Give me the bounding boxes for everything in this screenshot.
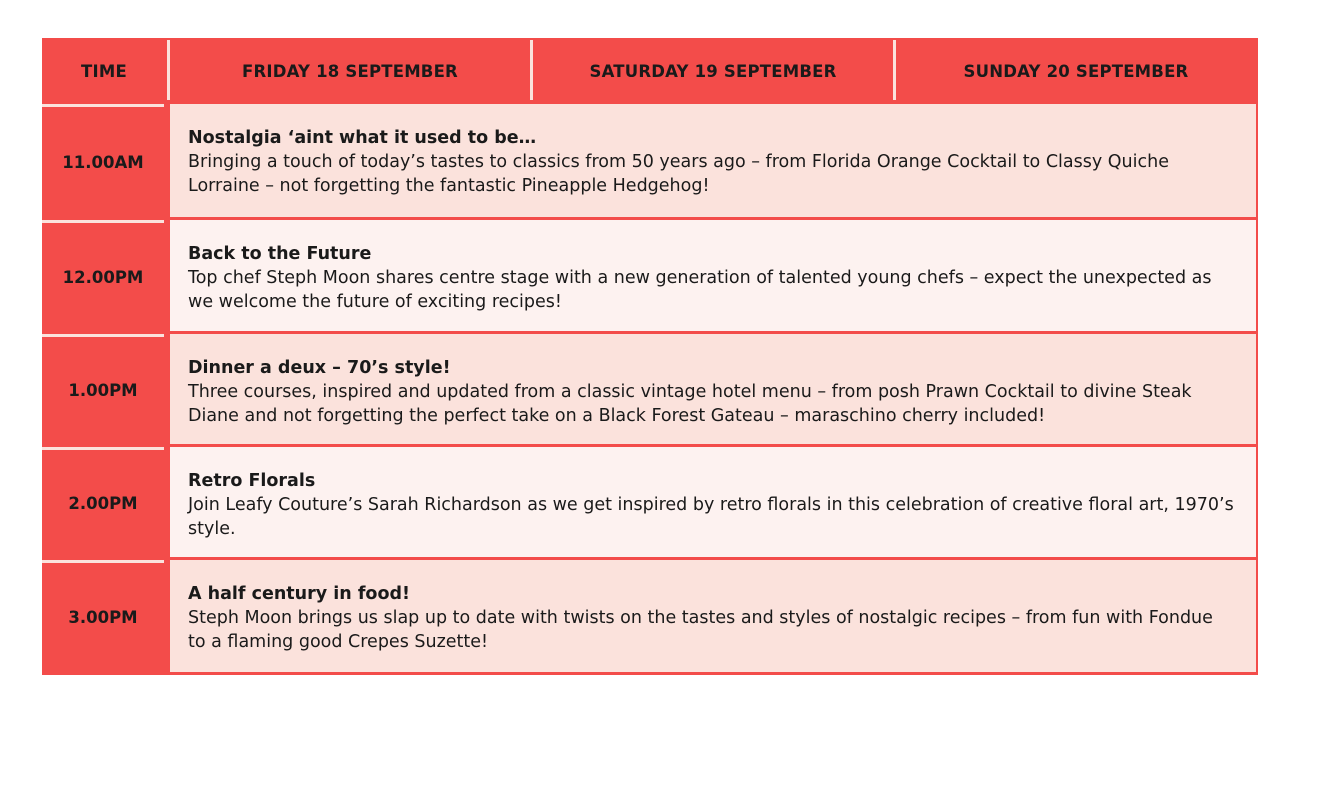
event-title: Back to the Future: [188, 244, 372, 264]
header-day-saturday: SATURDAY 19 SEPTEMBER: [589, 61, 837, 81]
time-cell: 1.00PM: [68, 381, 138, 400]
event-description: Top chef Steph Moon shares centre stage with a new generation of talented young chefs – expect the unexpected as we welcome the future of exciting recipes!: [188, 268, 1212, 312]
header-day-friday: FRIDAY 18 SEPTEMBER: [242, 61, 458, 81]
table-row: [42, 447, 1258, 560]
time-cell: 3.00PM: [68, 608, 138, 627]
event-description: Steph Moon brings us slap up to date with twists on the tastes and styles of nostalgic recipes – from fun with Fondue to a flaming good Crepes Suzette!: [188, 608, 1213, 652]
event-description: Join Leafy Couture’s Sarah Richardson as we get inspired by retro florals in this celebration of creative floral art, 1970’s style.: [188, 495, 1234, 539]
event-title: Nostalgia ‘aint what it used to be…: [188, 128, 537, 148]
table-row: [42, 104, 1258, 220]
table-row: [42, 334, 1258, 447]
table-row: [42, 560, 1258, 675]
event-cell: [170, 104, 1256, 217]
event-cell: [170, 220, 1256, 331]
schedule-table: [42, 38, 1258, 675]
event-title: Retro Florals: [188, 471, 316, 491]
event-description: Bringing a touch of today’s tastes to classics from 50 years ago – from Florida Orange Cocktail to Classy Quiche Lorraine – not forgetting the fantastic Pineapple Hedgehog!: [188, 152, 1169, 196]
table-row: [42, 220, 1258, 334]
time-cell: 12.00PM: [62, 267, 144, 287]
header-day-sunday: SUNDAY 20 SEPTEMBER: [963, 61, 1189, 81]
event-cell: [170, 447, 1256, 557]
time-cell: 11.00AM: [62, 152, 144, 172]
event-cell: [170, 560, 1256, 672]
event-title: A half century in food!: [188, 584, 410, 604]
event-title: Dinner a deux – 70’s style!: [188, 358, 451, 378]
header-time: TIME: [81, 61, 127, 81]
event-cell: [170, 334, 1256, 444]
time-cell: 2.00PM: [68, 494, 138, 513]
event-description: Three courses, inspired and updated from a classic vintage hotel menu – from posh Prawn Cocktail to divine Steak Diane and not forgetting the perfect take on a Black Forest Gateau – maraschino cherry included!: [188, 382, 1192, 426]
table-header: [42, 38, 1258, 104]
